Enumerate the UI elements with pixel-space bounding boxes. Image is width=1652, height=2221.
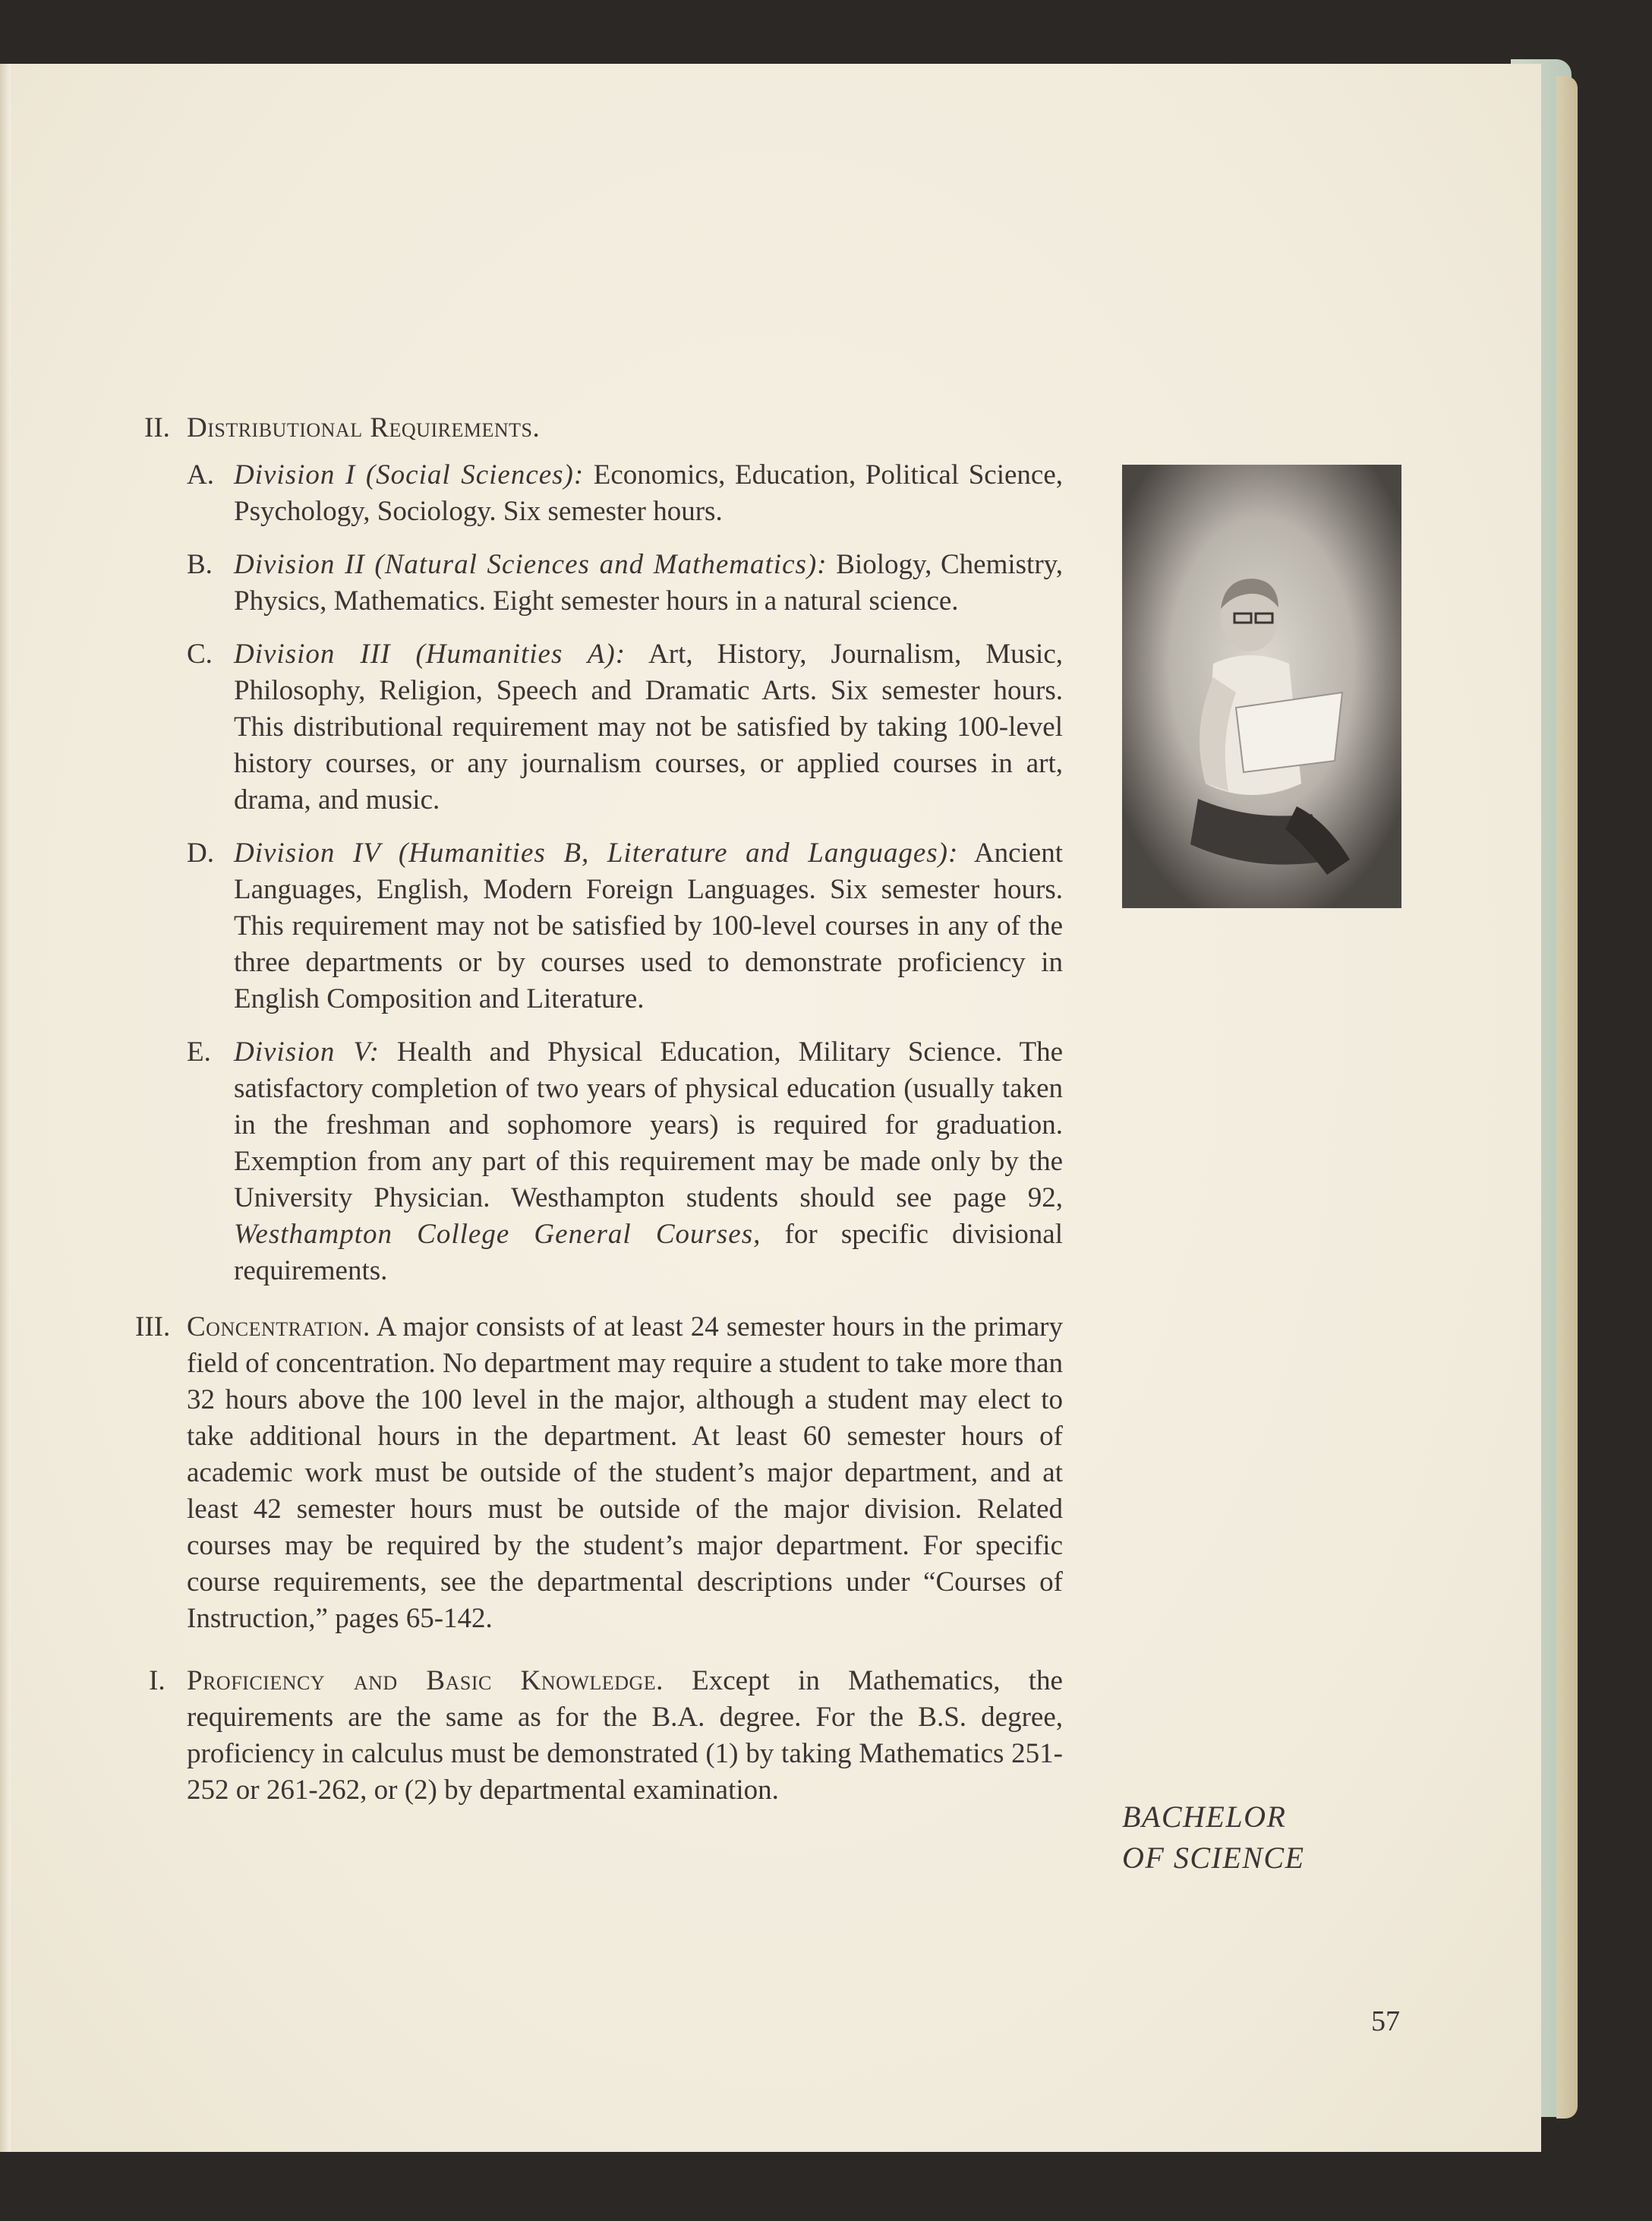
division-text: Biology, Chemistry, Physics, Mathematics. Eight semester hours in a natural science. [234, 549, 1064, 617]
item-letter: C. [187, 639, 213, 670]
section-concentration [135, 1309, 1063, 1637]
student-reading-photo [1122, 465, 1401, 908]
item-letter: D. [187, 838, 214, 869]
degree-side-heading [1122, 1797, 1305, 1879]
division-text: Economics, Education, Political Science, Psychology, Sociology. Six semester hours. [234, 459, 1063, 527]
section-number: I. [149, 1665, 166, 1696]
section-title: Concentration. [187, 1311, 370, 1342]
page-number: 57 [1371, 2005, 1400, 2037]
division-2-item [187, 547, 1063, 620]
division-text: Art, History, Journalism, Music, Philosophy, Religion, Speech and Dramatic Arts. Six semester hours. This distributional requirement may not be satisfied by taking 100-level history courses, or any journalism courses, or applied courses in art, drama, and music. [234, 639, 1063, 816]
division-label: Division I (Social Sciences): [234, 459, 585, 491]
page-stack-edge-back [1556, 76, 1578, 2118]
publication-title: Westhampton College General Courses, [234, 1219, 761, 1250]
division-label: Division III (Humanities A): [234, 639, 626, 670]
division-3-item [187, 636, 1063, 819]
division-4-item [187, 835, 1063, 1017]
division-text-end: for specific divisional requirements. [234, 1219, 1063, 1286]
section-text: A major consists of at least 24 semester hours in the primary field of concentration. No department may require a student to take more than 32 hours above the 100 level in the major, although a student may elect to take additional hours in the department. At least 60 semester hours of academic work must be outside of the student’s major department, and at least 42 semester hours must be outside of the major division. Related courses may be required by the student’s major department. For specific course requirements, see the departmental descriptions under “Courses of Instruction,” pages 65-142. [187, 1311, 1063, 1634]
photo-illustration [1122, 465, 1401, 908]
division-1-item [187, 457, 1063, 530]
section-proficiency [144, 1663, 1063, 1809]
section-title: Distributional Requirements. [187, 412, 541, 443]
page-gutter [0, 64, 11, 2152]
side-heading-line-2: OF SCIENCE [1122, 1841, 1305, 1875]
section-number: III. [135, 1311, 171, 1342]
division-text: Ancient Languages, English, Modern Foreign Languages. Six semester hours. This requirement may not be satisfied by 100-level courses in any of the three departments or by courses used to demonstrate proficiency in English Composition and Literature. [234, 838, 1063, 1014]
division-text: Health and Physical Education, Military Science. The satisfactory completion of two years of physical education (usually taken in the freshman and sophomore years) is required for graduation. Exemption from any part of this requirement may be made only by the University Physician. Westhampton students should see page 92, [234, 1036, 1063, 1213]
section-text: Except in Mathematics, the requirements are the same as for the B.A. degree. For the B.S. degree, proficiency in calculus must be demonstrated (1) by taking Mathematics 251-252 or 261-262, or (2) by departmental examination. [187, 1665, 1063, 1806]
item-letter: E. [187, 1036, 211, 1068]
division-label: Division II (Natural Sciences and Mathematics): [234, 549, 828, 580]
item-letter: B. [187, 549, 213, 580]
page-body [135, 410, 1064, 1809]
division-5-item [187, 1034, 1063, 1289]
division-label: Division V: [234, 1036, 380, 1068]
section-title: Proficiency and Basic Knowledge. [187, 1665, 664, 1696]
division-label: Division IV (Humanities B, Literature and Languages): [234, 838, 959, 869]
section-distributional-requirements [144, 410, 1063, 446]
section-number: II. [144, 412, 170, 443]
item-letter: A. [187, 459, 214, 491]
side-heading-line-1: BACHELOR [1122, 1800, 1287, 1834]
